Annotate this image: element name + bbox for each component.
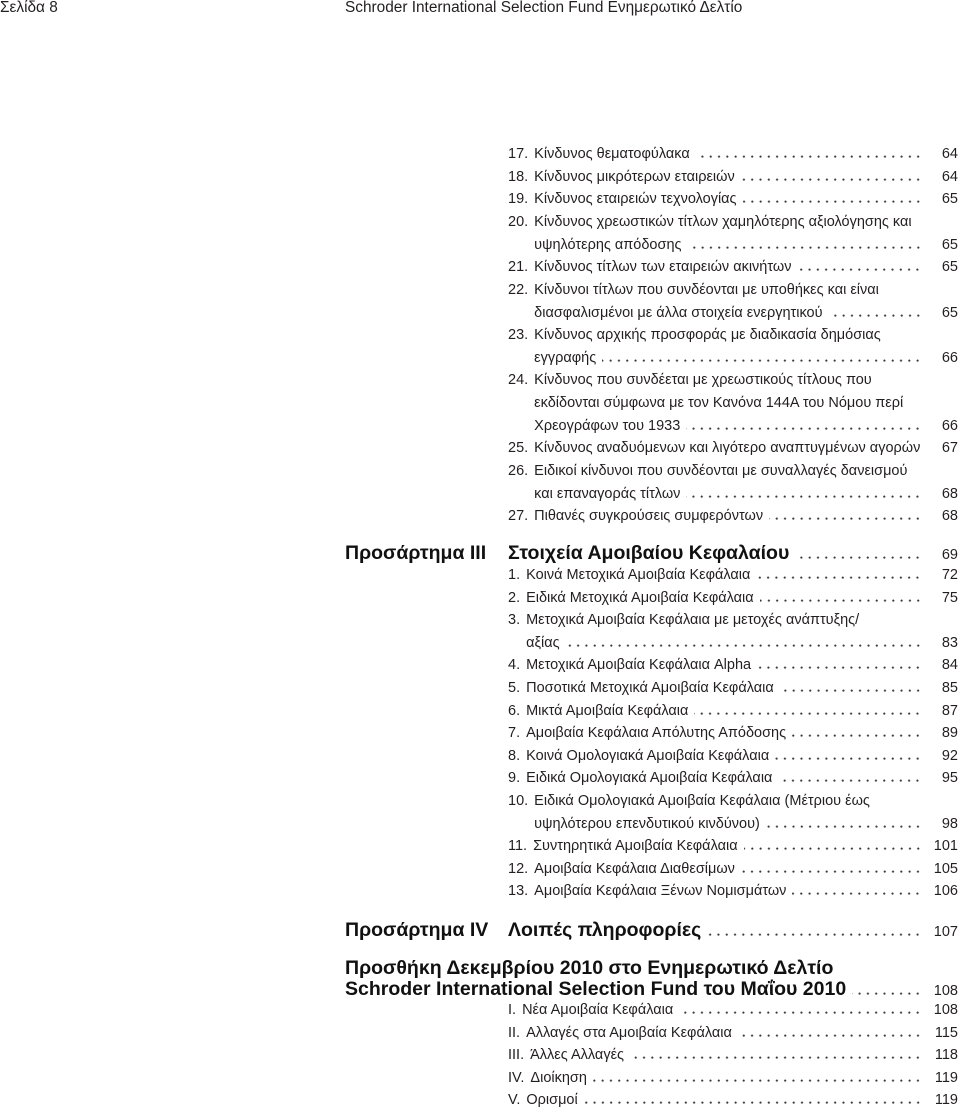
toc-entry-line [534, 460, 958, 483]
toc-entry-body [526, 564, 958, 587]
toc-entry-title: Ορισμοί [526, 1092, 578, 1108]
toc-entry-line [534, 369, 958, 392]
dot-leader [778, 779, 922, 782]
dot-leader [738, 1034, 922, 1037]
toc-page-number: 108 [933, 982, 958, 999]
supplement-title: Προσθήκη Δεκεμβρίου 2010 στο Ενημερωτικό Δελτίο [345, 957, 834, 979]
toc-entry [508, 143, 958, 166]
toc-page-number: 65 [941, 304, 958, 321]
toc-entry-number: 25. [508, 440, 529, 457]
dot-leader [797, 268, 922, 271]
dot-leader [795, 556, 922, 559]
supplement-title: Schroder International Selection Fund του Μαΐου 2010 [345, 977, 847, 1000]
toc-entry-line [526, 745, 958, 768]
toc-entry-title: Ειδικά Μετοχικά Αμοιβαία Κεφάλαια [526, 589, 754, 606]
toc-page-number: 68 [941, 508, 958, 525]
toc-page-number: 66 [941, 417, 958, 434]
supplement-heading-line [345, 958, 958, 979]
toc-entry [508, 722, 958, 745]
toc-entry-title: Κίνδυνος θεματοφύλακα [534, 146, 690, 162]
toc-page-number: 85 [941, 679, 958, 696]
toc-entry-line [534, 483, 958, 506]
dot-leader [694, 712, 922, 715]
toc-entry-line [534, 505, 958, 528]
toc-entry-title: αξίας [526, 634, 560, 651]
toc-entry-number: 27. [508, 508, 529, 525]
toc-entry [508, 188, 958, 211]
toc-entry-body [526, 722, 958, 745]
toc-entry-body [526, 745, 958, 768]
toc-entry-number: 21. [508, 259, 529, 276]
toc-entry-number: 5. [508, 679, 521, 696]
toc-entry-number: II. [508, 1024, 521, 1041]
toc-entry-number: 9. [508, 770, 521, 787]
toc-supplement-entries [508, 999, 958, 1112]
toc-entry-line [534, 790, 958, 813]
toc-entry-title: Αλλαγές στα Αμοιβαία Κεφάλαια [526, 1024, 732, 1041]
toc-page-number: 115 [934, 1024, 958, 1041]
dot-leader [792, 892, 922, 895]
toc-entry-number: III. [508, 1047, 525, 1063]
toc-page-number: 119 [934, 1092, 958, 1108]
toc-entry-line [526, 587, 958, 610]
dot-leader [686, 495, 922, 498]
toc-entry [508, 279, 958, 324]
toc-entry [508, 1044, 958, 1067]
toc-entry-body [534, 188, 958, 211]
toc-entry-number: 18. [508, 168, 529, 185]
toc-entry-body [533, 835, 958, 858]
toc-entry-line [526, 632, 958, 655]
toc-entry-body [526, 654, 958, 677]
toc-entry-line [526, 677, 958, 700]
toc-entry-number: 20. [508, 213, 529, 230]
toc-entry-title: εγγραφής [534, 349, 597, 366]
toc-entry-body [534, 143, 958, 166]
dot-leader [593, 1079, 922, 1082]
toc-entry [508, 564, 958, 587]
toc-entry [508, 767, 958, 790]
toc-entry-body [534, 460, 958, 505]
toc-entry-number: 13. [508, 883, 529, 900]
toc-entry-line [534, 256, 958, 279]
dot-leader [829, 314, 922, 317]
toc-entry-title: Συντηρητικά Αμοιβαία Κεφάλαια [533, 838, 738, 855]
toc-entry-line [530, 1067, 958, 1090]
toc-entry-body [534, 324, 958, 369]
toc-appendix-3-entries [508, 564, 958, 903]
toc-entry-title: υψηλότερης απόδοσης [534, 236, 682, 253]
toc-entry [508, 587, 958, 610]
toc-entry-number: 24. [508, 372, 529, 389]
toc-entry [508, 256, 958, 279]
toc-entry-title: Κοινά Ομολογιακά Αμοιβαία Κεφάλαια [526, 747, 770, 764]
dot-leader [630, 1056, 922, 1059]
toc-entry-title: Αμοιβαία Κεφάλαια Ξένων Νομισμάτων [534, 883, 787, 900]
dot-leader [743, 200, 922, 203]
toc-entry-title: Διοίκηση [530, 1069, 587, 1086]
toc-entry-body [526, 700, 958, 723]
toc-entry-number: 4. [508, 657, 521, 674]
toc-entry-line [534, 166, 958, 189]
dot-leader [744, 847, 922, 850]
toc-risk-entries [508, 143, 958, 528]
toc-entry-body [522, 999, 958, 1022]
toc-entry-title: Ειδικά Ομολογιακά Αμοιβαία Κεφάλαια [526, 770, 773, 787]
toc-entry [508, 1089, 958, 1112]
toc-entry [508, 437, 958, 460]
toc-entry-line [526, 654, 958, 677]
toc-entry-line [534, 392, 958, 415]
toc-entry [508, 858, 958, 881]
toc-entry-title: Αμοιβαία Κεφάλαια Απόλυτης Απόδοσης [526, 725, 787, 742]
toc-page-number: 67 [941, 440, 958, 457]
toc-entry-title: υψηλότερου επενδυτικού κινδύνου) [534, 815, 760, 832]
toc-entry-title: Μετοχικά Αμοιβαία Κεφάλαια Alpha [526, 657, 752, 674]
toc-entry-body [534, 790, 958, 835]
toc-entry-line [533, 835, 958, 858]
dot-leader [584, 1101, 922, 1104]
toc-entry-line [526, 700, 958, 723]
toc-entry-number: 12. [508, 860, 529, 877]
toc-entry-body [534, 880, 958, 903]
page-number-label: Σελίδα 8 [0, 0, 58, 16]
dot-leader [757, 666, 922, 669]
dot-leader [792, 734, 922, 737]
toc-entry [508, 324, 958, 369]
appendix-title: Στοιχεία Αμοιβαίου Κεφαλαίου [508, 542, 790, 564]
toc-page-number: 64 [941, 146, 958, 162]
toc-entry [508, 211, 958, 256]
toc-page-number: 83 [941, 634, 958, 651]
toc-page-number: 107 [933, 924, 958, 940]
dot-leader [766, 825, 922, 828]
dot-leader [741, 178, 922, 181]
toc-entry-body [526, 767, 958, 790]
toc-entry-number: V. [508, 1092, 521, 1108]
toc-entry-body [530, 1067, 958, 1090]
toc-page-number: 65 [941, 259, 958, 276]
toc-entry [508, 369, 958, 437]
toc-entry-body [534, 211, 958, 256]
toc-entry-body [534, 166, 958, 189]
toc-entry-number: 19. [508, 191, 529, 208]
supplement-heading [345, 958, 958, 999]
toc-entry-title: Κίνδυνος μικρότερων εταιρειών [534, 168, 735, 185]
toc-entry [508, 835, 958, 858]
dot-leader [741, 870, 922, 873]
appendix-4-heading [345, 918, 958, 944]
toc-entry-number: 23. [508, 327, 529, 344]
toc-page-number: 64 [941, 168, 958, 185]
toc-entry-title: Μικτά Αμοιβαία Κεφάλαια [526, 702, 689, 719]
toc-page-number: 87 [941, 702, 958, 719]
toc-entry-body [534, 256, 958, 279]
toc-page-number: 118 [934, 1047, 958, 1063]
dot-leader [696, 155, 922, 158]
dot-leader [688, 246, 922, 249]
toc-entry-line [534, 211, 958, 234]
toc-entry-title: Αμοιβαία Κεφάλαια Διαθεσίμων [534, 860, 735, 877]
toc-entry-body [534, 505, 958, 528]
toc-entry-title: Χρεογράφων του 1933 [534, 417, 681, 434]
toc-entry-line [534, 143, 958, 166]
toc-page-number: 66 [941, 349, 958, 366]
toc-entry-line [534, 188, 958, 211]
toc-entry-line [526, 564, 958, 587]
toc-entry-body [534, 369, 958, 437]
toc-entry [508, 609, 958, 654]
toc-entry-title: Κίνδυνος που συνδέεται με χρεωστικούς τίτλους που [534, 372, 872, 389]
toc-entry-line [534, 324, 958, 347]
toc-entry [508, 460, 958, 505]
dot-leader [852, 992, 922, 995]
dot-leader [566, 644, 922, 647]
appendix-label: Προσάρτημα III [345, 542, 487, 564]
toc-entry [508, 745, 958, 768]
toc-entry-line [526, 1022, 958, 1045]
toc-page-number: 119 [934, 1069, 958, 1086]
toc-page-number: 69 [941, 547, 958, 563]
toc-entry-line [534, 234, 958, 257]
toc-entry-line [534, 813, 958, 836]
toc-entry [508, 166, 958, 189]
dot-leader [760, 599, 922, 602]
toc-entry [508, 790, 958, 835]
toc-entry-title: και επαναγοράς τίτλων [534, 485, 681, 502]
dot-leader [756, 576, 922, 579]
toc-entry-body [530, 1044, 958, 1067]
toc-entry [508, 700, 958, 723]
toc-entry-number: 22. [508, 281, 529, 298]
toc-entry-body [526, 587, 958, 610]
toc-entry-line [534, 347, 958, 370]
toc-entry-line [534, 437, 958, 460]
toc-page-number: 106 [933, 883, 958, 900]
dot-leader [780, 689, 922, 692]
dot-leader [686, 427, 922, 430]
toc-entry-title: Κοινά Μετοχικά Αμοιβαία Κεφάλαια [526, 567, 751, 583]
toc-page-number: 95 [941, 770, 958, 787]
toc-page-number: 75 [941, 589, 958, 606]
toc-entry-line [530, 1044, 958, 1067]
toc-page-number: 89 [941, 725, 958, 742]
toc-entry [508, 999, 958, 1022]
toc-page-number: 84 [941, 657, 958, 674]
toc-entry-title: Κίνδυνος τίτλων των εταιρειών ακινήτων [534, 259, 792, 276]
toc-entry-body [526, 1022, 958, 1045]
appendix-label: Προσάρτημα IV [345, 919, 489, 941]
toc-entry-body [526, 609, 958, 654]
toc-page-number: 65 [941, 191, 958, 208]
toc-entry-title: Πιθανές συγκρούσεις συμφερόντων [534, 508, 764, 525]
toc-entry-title: Κίνδυνος χρεωστικών τίτλων χαμηλότερης αξιολόγησης και [534, 213, 912, 230]
toc-entry-number: 10. [508, 792, 529, 809]
toc-page-number: 101 [933, 838, 958, 855]
toc-entry-title: Ποσοτικά Μετοχικά Αμοιβαία Κεφάλαια [526, 679, 774, 696]
toc-entry-title: Κίνδυνος αρχικής προσφοράς με διαδικασία δημόσιας [534, 327, 881, 344]
toc-entry-number: IV. [508, 1069, 525, 1086]
toc-entry-number: I. [508, 1002, 517, 1018]
toc-entry-title: εκδίδονται σύμφωνα με τον Κανόνα 144Α του Νόμου περί [534, 395, 904, 412]
toc-entry-number: 11. [508, 838, 528, 855]
toc-entry-number: 6. [508, 702, 521, 719]
toc-entry [508, 880, 958, 903]
toc-entry-body [526, 1089, 958, 1112]
dot-leader [707, 933, 922, 936]
toc-entry-line [526, 1089, 958, 1112]
toc-entry-number: 8. [508, 747, 521, 764]
toc-entry [508, 1022, 958, 1045]
toc-entry-number: 26. [508, 463, 529, 480]
toc-entry-body [526, 677, 958, 700]
toc-entry-body [534, 437, 958, 460]
toc-entry-line [526, 609, 958, 632]
dot-leader [775, 757, 922, 760]
toc-page-number: 108 [933, 1002, 958, 1018]
toc-entry-title: Νέα Αμοιβαία Κεφάλαια [522, 1002, 674, 1018]
dot-leader [602, 359, 922, 362]
dot-leader [769, 517, 922, 520]
toc-entry-line [522, 999, 958, 1022]
toc-entry-number: 2. [508, 589, 521, 606]
toc-page-number: 98 [941, 815, 958, 832]
document-title: Schroder International Selection Fund Ενημερωτικό Δελτίο [345, 0, 743, 16]
toc-entry-title: Κίνδυνος αναδυόμενων και λιγότερο αναπτυγμένων αγορών [534, 440, 921, 457]
toc-page-number: 72 [941, 567, 958, 583]
toc-entry-line [534, 415, 958, 438]
toc-entry-number: 17. [508, 146, 529, 162]
toc-entry-line [534, 279, 958, 302]
toc-entry-line [534, 858, 958, 881]
toc-page-number: 65 [941, 236, 958, 253]
page-header [0, 0, 960, 18]
toc-entry [508, 505, 958, 528]
toc-entry-title: διασφαλισμένοι με άλλα στοιχεία ενεργητικού [534, 304, 823, 321]
toc-entry-title: Ειδικά Ομολογιακά Αμοιβαία Κεφάλαια (Μέτριου έως [534, 792, 870, 809]
toc-entry-number: 3. [508, 612, 521, 629]
toc-entry [508, 1067, 958, 1090]
dot-leader [679, 1011, 922, 1014]
toc-entry-title: Κίνδυνοι τίτλων που συνδέονται με υποθήκες και είναι [534, 281, 879, 298]
toc-entry [508, 677, 958, 700]
toc-entry-body [534, 279, 958, 324]
toc-entry-title: Ειδικοί κίνδυνοι που συνδέονται με συναλλαγές δανεισμού [534, 463, 908, 480]
toc-page-number: 92 [941, 747, 958, 764]
toc-entry-number: 7. [508, 725, 521, 742]
toc-entry-line [526, 722, 958, 745]
toc-entry-number: 1. [508, 567, 521, 583]
toc-page-number: 68 [941, 485, 958, 502]
toc-entry-line [526, 767, 958, 790]
toc-entry-line [534, 880, 958, 903]
toc-entry [508, 654, 958, 677]
toc-entry-title: Μετοχικά Αμοιβαία Κεφάλαια με μετοχές ανάπτυξης/ [526, 612, 860, 629]
toc-entry-title: Κίνδυνος εταιρειών τεχνολογίας [534, 191, 737, 208]
appendix-title: Λοιπές πληροφορίες [508, 919, 702, 941]
supplement-heading-line [345, 979, 958, 1000]
toc-entry-line [534, 302, 958, 325]
toc-entry-body [534, 858, 958, 881]
toc-page-number: 105 [933, 860, 958, 877]
toc-entry-title: Άλλες Αλλαγές [530, 1047, 625, 1063]
